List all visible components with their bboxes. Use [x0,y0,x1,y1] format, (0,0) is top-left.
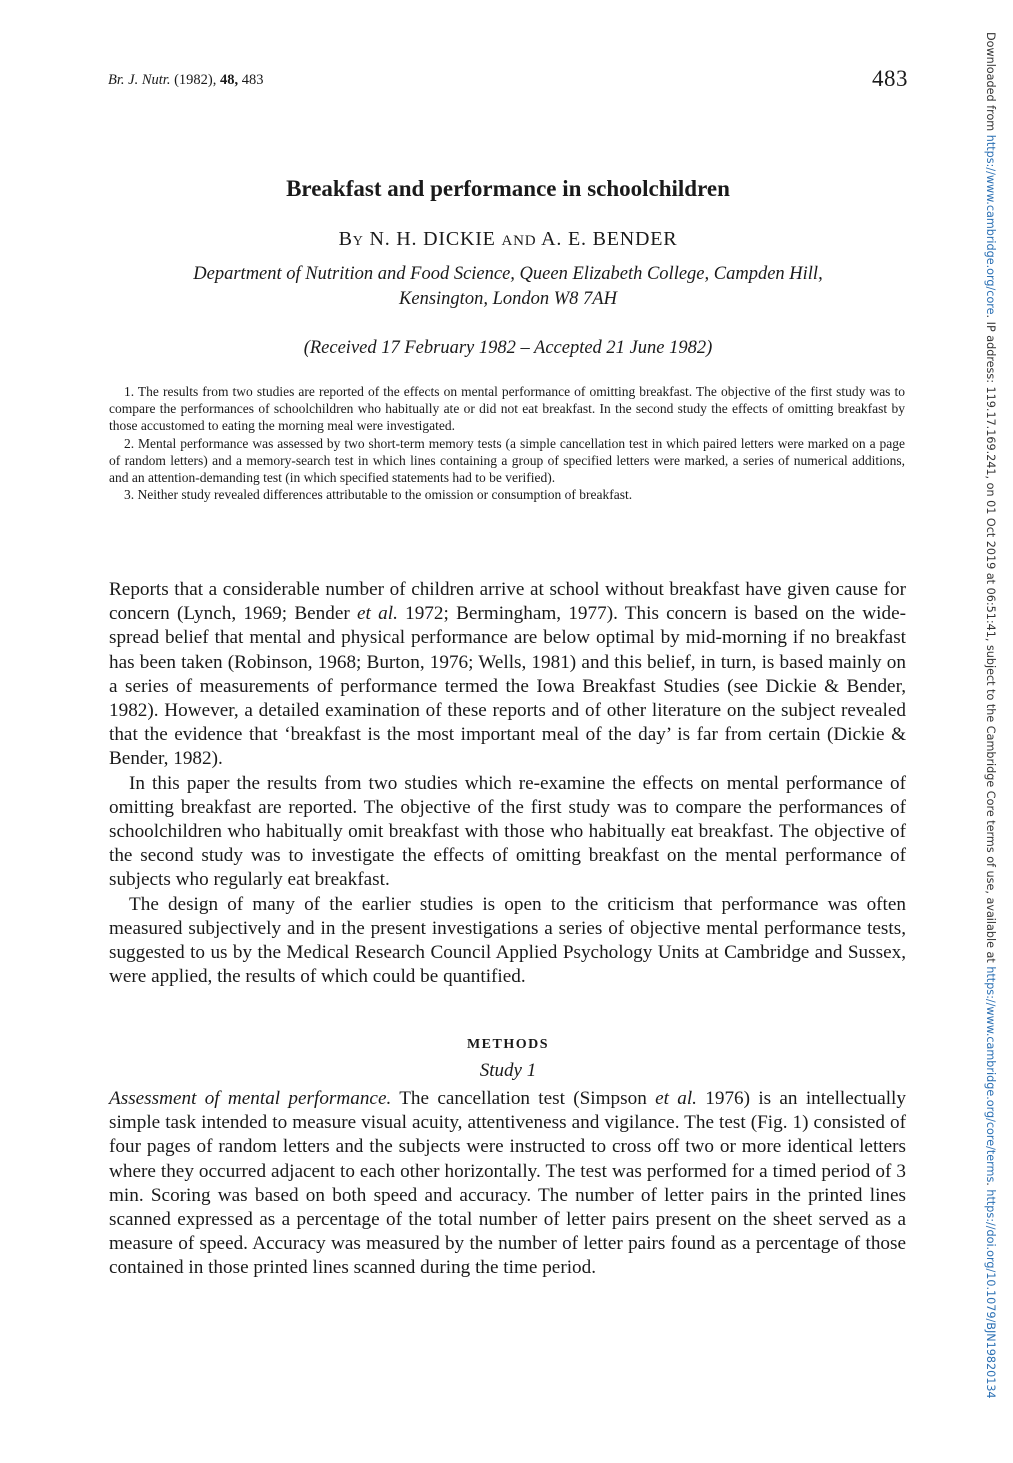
intro-paragraph-2: In this paper the results from two studies which re-examine the effects on mental performance of omitting breakfast are reported. The objective of the first study was to compare the performances of schoolchildren who habitually omit breakfast with those who habitually eat breakfast. The objective of the second study was to investigate the effects of omitting breakfast on the mental performance of subjects who regularly eat breakfast. [109,772,906,891]
journal-volume: 48, [220,72,239,88]
author-line [108,228,908,251]
journal-abbrev: Br. J. Nutr. [108,72,171,88]
abstract-point-2: 2. Mental performance was assessed by two short-term memory tests (a simple cancellation test in which paired letters were marked on a page of random letters) and a memory-search test in which lines containing a group of specified letters were marked, a series of numerical additions, and an attention-demanding test (in which specified statements had to be verified). [109,435,905,486]
doi-link[interactable]: https://doi.org/10.1079/BJN19820134 [984,1189,997,1399]
author-1: N. H. DICKIE [369,228,496,250]
affiliation-line-1: Department of Nutrition and Food Science, Queen Elizabeth College, Campden Hill, [193,264,823,284]
page-number: 483 [872,66,908,91]
introduction [109,578,906,989]
download-notice-prefix: Downloaded from [984,32,997,135]
methods-paragraph-1 [109,1087,906,1281]
and-label: AND [501,233,537,249]
intro-paragraph-1 [109,578,906,772]
methods-p1-text-b: 1976) is an intellectually simple task intended to measure visual acuity, attentiveness and vigilance. The test (Fig. 1) consisted of four pages of random letters and the subjects were instructed to cross off two or more identical letters where they occurred adjacent to each other horizontally. The test was performed for a timed period of 3 min. Scoring was based on both speed and accuracy. The number of letter pairs in the printed lines scanned expressed as a percentage of the total number of letter pairs present on the sheet served as a measure of speed. Accuracy was measured by the number of letter pairs found as a percentage of those contained in those printed lines scanned during the time period. [109,1088,906,1279]
by-label: By [338,228,364,250]
affiliation-line-2: Kensington, London W8 7AH [399,289,617,309]
abstract-point-3: 3. Neither study revealed differences attributable to the omission or consumption of breakfast. [124,487,633,503]
intro-p1-text-a: Reports that a considerable number of children arrive at school without breakfast have given cause for concern (Lynch, 1969; Bender [109,579,906,625]
author-2: A. E. BENDER [541,228,678,250]
cambridge-terms-link[interactable]: https://www.cambridge.org/core/terms [984,966,997,1183]
methods-text [109,1087,906,1281]
download-notice-middle: . IP address: 119.17.169.241, on 01 Oct 2019 at 06:51:41, subject to the Cambridge Core terms of use, available at [984,314,997,967]
subsection-heading-study-1: Study 1 [479,1060,537,1081]
methods-p1-lead: Assessment of mental performance. [109,1088,392,1109]
running-head [108,72,264,89]
section-heading-methods: METHODS [466,1037,550,1052]
article-title: Breakfast and performance in schoolchildren [286,176,730,201]
download-notice-sep: . [984,1182,997,1190]
intro-p1-etal: et al. [357,603,398,625]
received-dates: (Received 17 February 1982 – Accepted 21 June 1982) [303,338,713,358]
journal-start-page: 483 [241,72,264,88]
affiliation [108,262,908,312]
abstract-point-1: 1. The results from two studies are reported of the effects on mental performance of omitting breakfast. The objective of the first study was to compare the performances of schoolchildren who habitually ate or did not eat breakfast. In the second study the effects of omitting breakfast by those accustomed to eating the morning meal were investigated. [109,384,905,434]
download-notice [984,32,997,1399]
intro-paragraph-3: The design of many of the earlier studies is open to the criticism that performance was often measured subjectively and in the present investigations a series of objective mental performance tests, suggested to us by the Medical Research Council Applied Psychology Units at Cambridge and Sussex, were applied, the results of which could be quantified. [109,893,906,988]
methods-p1-text-a: The cancellation test (Simpson [391,1088,656,1109]
methods-p1-etal: et al. [655,1088,697,1109]
abstract [109,383,905,503]
intro-p1-text-b: 1972; Bermingham, 1977). This concern is based on the wide-spread belief that mental and physical performance are below optimal by mid-morning if no breakfast has been taken (Robinson, 1968; Burton, 1976; Wells, 1981) and this belief, in turn, is based mainly on a series of measurements of performance termed the Iowa Breakfast Studies (see Dickie & Bender, 1982). However, a detailed examination of these reports and of other literature on the subject revealed that the evidence that ‘breakfast is the most important meal of the day’ is far from certain (Dickie & Bender, 1982). [109,603,906,770]
cambridge-core-link[interactable]: https://www.cambridge.org/core [984,134,997,315]
journal-year: (1982), [174,72,217,88]
